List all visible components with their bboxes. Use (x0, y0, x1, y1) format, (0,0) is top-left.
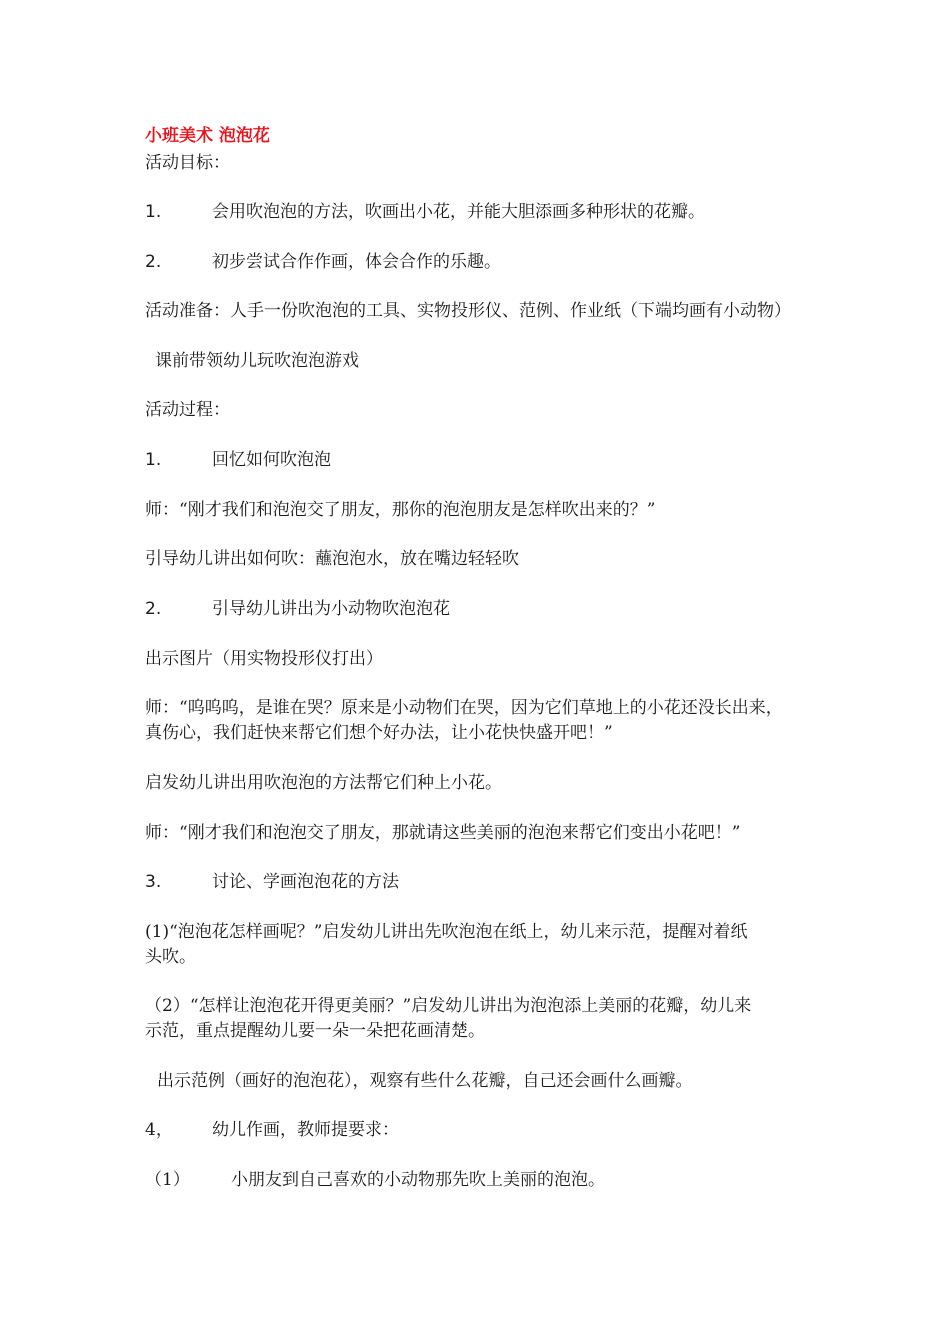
step-1-line-1: 师：“刚才我们和泡泡交了朋友，那你的泡泡朋友是怎样吹出来的？” (145, 500, 656, 520)
step-2-line-2a: 师：“呜呜呜，是谁在哭？原来是小动物们在哭，因为它们草地上的小花还没长出来， (145, 698, 783, 718)
step-1-number: 1. (145, 450, 162, 470)
goal-1 (145, 200, 705, 224)
step-4-text: 幼儿作画，教师提要求： (212, 1120, 399, 1140)
step-3-para-1a: (1)“泡泡花怎样画呢？”启发幼儿讲出先吹泡泡在纸上，幼儿来示范，提醒对着纸 (145, 922, 748, 942)
step-2-text: 引导幼儿讲出为小动物吹泡泡花 (212, 599, 450, 619)
step-2-number: 2. (145, 599, 162, 619)
goal-1-number: 1. (145, 202, 162, 222)
goals-heading: 活动目标： (145, 153, 230, 173)
step-3-para-2a: （2）“怎样让泡泡花开得更美丽？”启发幼儿讲出为泡泡添上美丽的花瓣，幼儿来 (145, 996, 752, 1016)
goal-1-text: 会用吹泡泡的方法，吹画出小花，并能大胆添画多种形状的花瓣。 (212, 202, 705, 222)
step-2-line-1: 出示图片（用实物投形仪打出） (145, 649, 383, 669)
step-2-line-2b: 真伤心，我们赶快来帮它们想个好办法，让小花快快盛开吧！” (145, 723, 613, 743)
goal-2-number: 2. (145, 252, 162, 272)
goal-2 (145, 250, 501, 274)
step-1-text: 回忆如何吹泡泡 (212, 450, 331, 470)
step-4-sub-1-number: （1） (145, 1170, 190, 1190)
step-4-number: 4， (145, 1120, 173, 1140)
step-2-line-3: 启发幼儿讲出用吹泡泡的方法帮它们种上小花。 (145, 773, 502, 793)
step-4-sub-1 (145, 1168, 605, 1192)
goal-2-text: 初步尝试合作作画，体会合作的乐趣。 (212, 252, 501, 272)
preparation: 活动准备：人手一份吹泡泡的工具、实物投形仪、范例、作业纸（下端均画有小动物） (145, 301, 791, 321)
process-heading: 活动过程： (145, 400, 230, 420)
step-4-sub-1-text: 小朋友到自己喜欢的小动物那先吹上美丽的泡泡。 (231, 1170, 605, 1190)
step-2 (145, 597, 450, 621)
step-3-para-3: 出示范例（画好的泡泡花），观察有些什么花瓣，自己还会画什么画瓣。 (157, 1071, 693, 1091)
step-4 (145, 1118, 399, 1142)
step-1-line-2: 引导幼儿讲出如何吹：蘸泡泡水，放在嘴边轻轻吹 (145, 549, 519, 569)
step-3-para-1b: 头吹。 (145, 947, 196, 967)
step-3 (145, 870, 399, 894)
step-2-line-4: 师：“刚才我们和泡泡交了朋友，那就请这些美丽的泡泡来帮它们变出小花吧！” (145, 823, 741, 843)
step-3-para-2b: 示范，重点提醒幼儿要一朵一朵把花画清楚。 (145, 1021, 485, 1041)
step-3-number: 3. (145, 872, 162, 892)
step-1 (145, 448, 331, 472)
preparation-2: 课前带领幼儿玩吹泡泡游戏 (155, 351, 359, 371)
step-3-text: 讨论、学画泡泡花的方法 (212, 872, 399, 892)
doc-title: 小班美术 泡泡花 (145, 126, 270, 146)
